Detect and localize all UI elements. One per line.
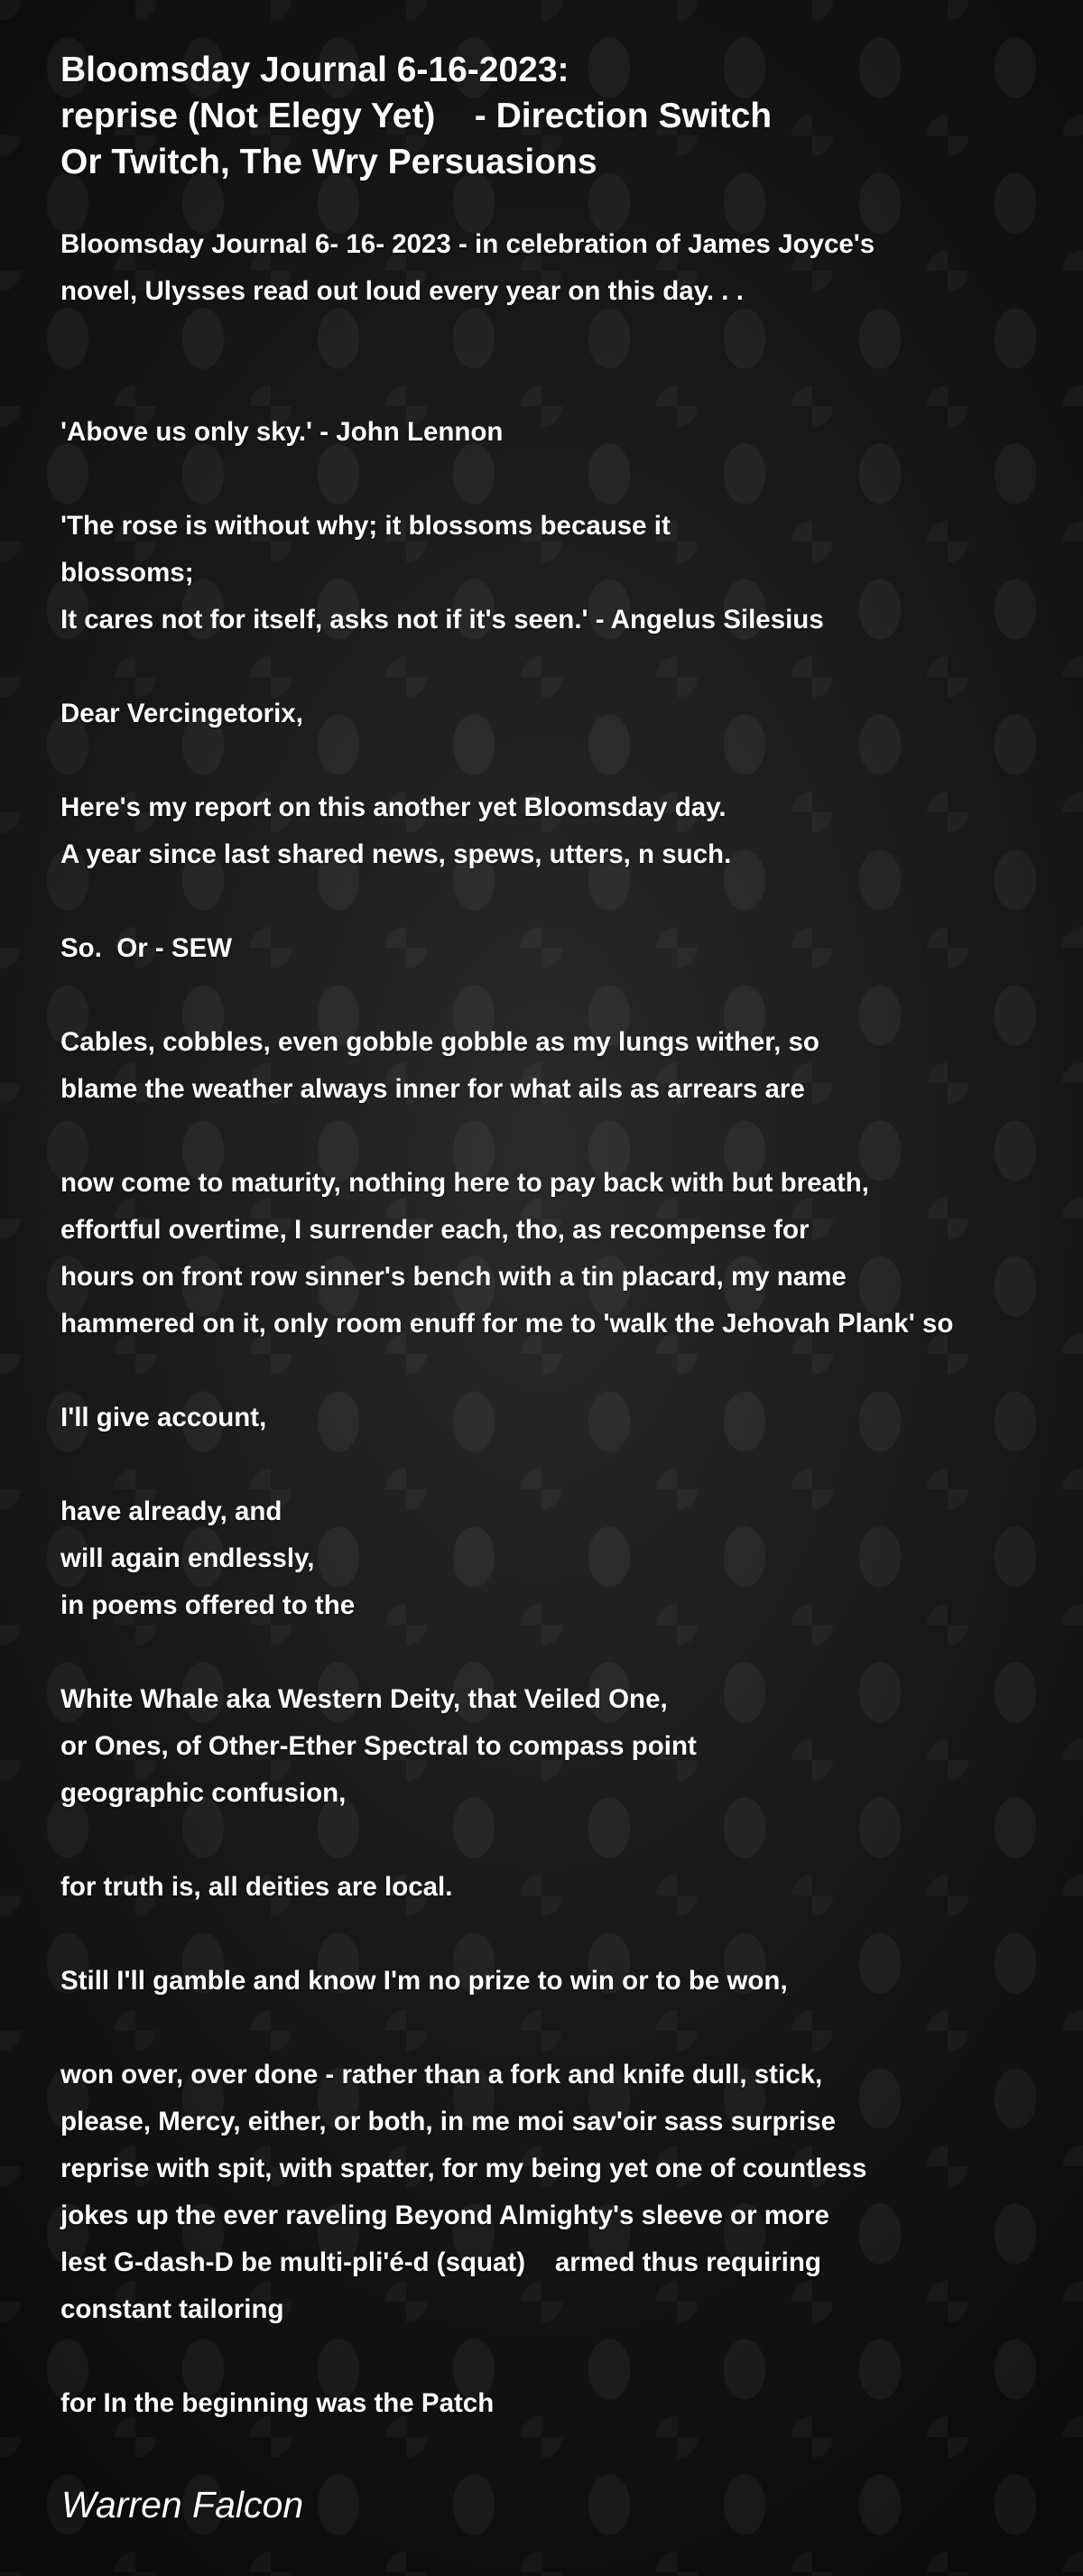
stanza-break [60, 2005, 1023, 2052]
poem-line: I'll give account, [60, 1403, 267, 1432]
poem-line: Here's my report on this another yet Bloomsday day. [60, 792, 727, 822]
poem-line: So. Or - SEW [60, 933, 233, 963]
stanza-break [60, 1441, 1023, 1488]
poem-line: won over, over done - rather than a fork and knife dull, stick, [60, 2060, 823, 2090]
poem-line: have already, and [60, 1496, 282, 1526]
poem-line: for In the beginning was the Patch [60, 2388, 495, 2418]
poem-line: blame the weather always inner for what ails as arrears are [60, 1074, 805, 1104]
poem-line: Still I'll gamble and know I'm no prize to win or to be won, [60, 1966, 788, 1996]
poem-line: hours on front row sinner's bench with a tin placard, my name [60, 1262, 847, 1292]
poem-line: constant tailoring [60, 2294, 284, 2324]
stanza-break [60, 644, 1023, 690]
poem-line: 'Above us only sky.' - John Lennon [60, 417, 504, 447]
poem-line: in poems offered to the [60, 1590, 356, 1620]
poem-line: White Whale aka Western Deity, that Veiled One, [60, 1684, 668, 1714]
stanza-break [60, 1817, 1023, 1864]
stanza-break [60, 362, 1023, 409]
poem-line: jokes up the ever raveling Beyond Almighty's sleeve or more [60, 2201, 829, 2230]
stanza-break [60, 1348, 1023, 1395]
stanza-break [60, 2333, 1023, 2380]
poem-body [60, 221, 1023, 2427]
stanza-break [60, 737, 1023, 784]
stanza-break [60, 1629, 1023, 1676]
stanza-break [60, 1113, 1023, 1160]
stanza-break [60, 972, 1023, 1019]
poem-line: lest G-dash-D be multi-pli'é-d (squat) armed thus requiring [60, 2247, 821, 2277]
poem-line: Dear Vercingetorix, [60, 699, 303, 728]
poem-line: It cares not for itself, asks not if it's seen.' - Angelus Silesius [60, 605, 824, 635]
stanza-break [60, 456, 1023, 503]
poem-title [60, 47, 1023, 185]
poem-title-line-1: Bloomsday Journal 6-16-2023: [60, 51, 569, 89]
poem-line: reprise with spit, with spatter, for my being yet one of countless [60, 2154, 867, 2183]
poem-line: novel, Ulysses read out loud every year on this day. . . [60, 276, 744, 306]
stanza-break [60, 878, 1023, 925]
poem-line: Bloomsday Journal 6- 16- 2023 - in celebration of James Joyce's [60, 229, 875, 259]
poem-line: geographic confusion, [60, 1778, 347, 1808]
stanza-break [60, 315, 1023, 362]
poem-line: A year since last shared news, spews, utters, n such. [60, 839, 732, 869]
stanza-break [60, 1911, 1023, 1958]
poem-line: please, Mercy, either, or both, in me moi sav'oir sass surprise [60, 2107, 837, 2136]
poem-line: hammered on it, only room enuff for me to 'walk the Jehovah Plank' so [60, 1309, 954, 1339]
poem-author: Warren Falcon [61, 2484, 304, 2525]
poem-line: now come to maturity, nothing here to pay back with but breath, [60, 1168, 869, 1198]
poem-line: Cables, cobbles, even gobble gobble as my lungs wither, so [60, 1027, 819, 1057]
poem-line: for truth is, all deities are local. [60, 1872, 453, 1902]
poem-line: blossoms; [60, 558, 194, 588]
poem-title-line-2: reprise (Not Elegy Yet) - Direction Switch [60, 97, 773, 135]
poem-line: effortful overtime, I surrender each, tho, as recompense for [60, 1215, 810, 1245]
poem-line: will again endlessly, [60, 1543, 315, 1573]
poem-line: or Ones, of Other-Ether Spectral to compass point [60, 1731, 697, 1761]
poem-line: 'The rose is without why; it blossoms because it [60, 511, 671, 541]
poem-title-line-3: Or Twitch, The Wry Persuasions [60, 143, 597, 181]
